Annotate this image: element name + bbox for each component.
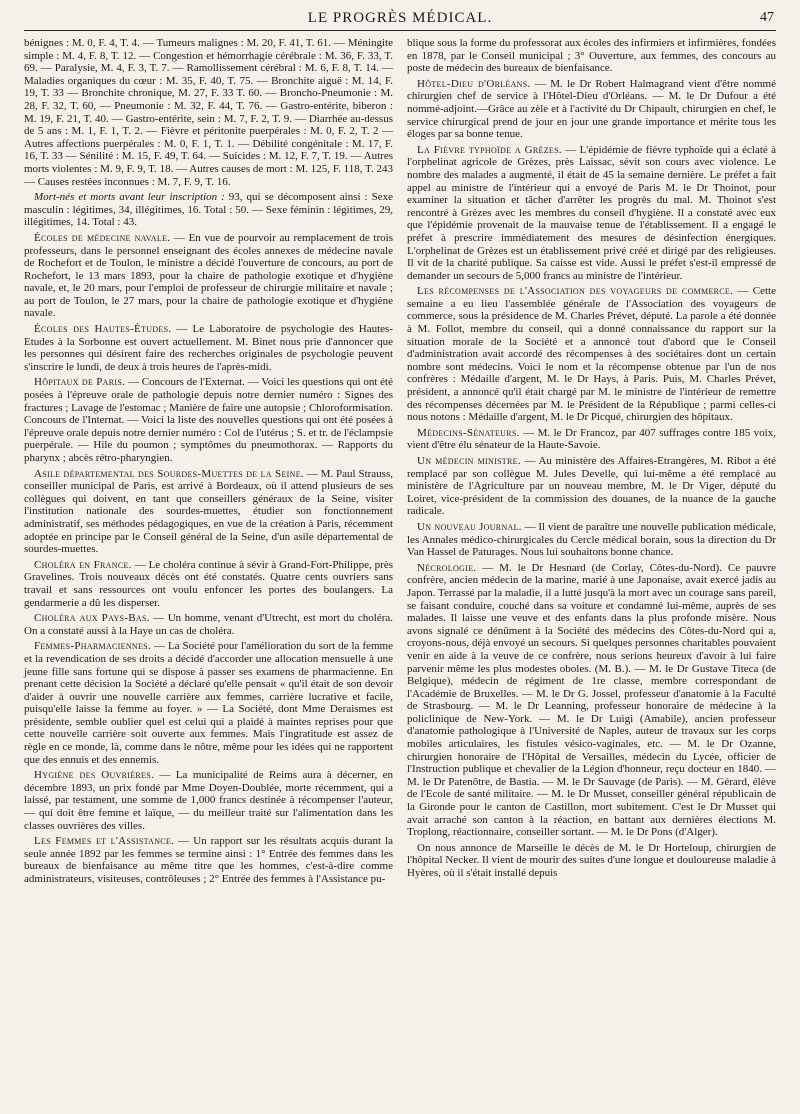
page-header	[24, 8, 776, 31]
article-paragraph	[407, 285, 776, 424]
article-text: 93, qui se décomposent ainsi : Sexe masculin : légitimes, 34, illégitimes, 16. Total : 50. — Sexe féminin : légitimes, 29, illégitimes, 14. Total : 43.	[24, 191, 393, 229]
article-text: — Il vient de paraître une nouvelle publication médicale, les Annales médico-chirurgicales du Cercle médical borain, sous la direction du Dr Van Hassel de Paturages. Nous lui souhaitons bonne chance.	[407, 520, 776, 559]
page-number: 47	[760, 10, 774, 25]
article-paragraph	[24, 835, 393, 885]
article-heading: Choléra aux Pays-Bas.	[34, 612, 150, 625]
article-heading: Un médecin ministre.	[417, 455, 521, 467]
article-text: — Un rapport sur les résultats acquis durant la seule année 1892 par les femmes se termine ainsi : 1° Entrée des femmes dans les bureaux de bienfaisance au même titre que les hommes, c'est-à-dire comme administrateurs, visiteuses, contrôleuses ; 2° Entrée des femmes à l'Assistance pu-	[24, 835, 394, 885]
text-columns	[24, 37, 776, 889]
article-text: — M. le Dr Robert Halmagrand vient d'être nommé chirurgien chef de service à l'Hôtel-Dieu d'Orléans. — M. le Dr Dufour a été nommé-adjoint.—Grâce au zèle et à l'activité du Dr Chipault, chirurgien en chef, le service chirurgical prend de jour en jour une grande importance et mérite tous les éloges par sa bonne tenue.	[407, 77, 776, 141]
article-paragraph	[24, 37, 393, 188]
article-text: — M. Paul Strauss, conseiller municipal de Paris, est arrivé à Bordeaux, où il attend plusieurs de ses collègues qui doivent, en tant que conseillers généraux de la Seine, visiter l'institution nationale des sourdes-muettes, étudier son fonctionnement administratif, ses méthodes pédagogiques, en vue de la création à Paris, récemment adoptée en principe par le Conseil général de la Seine, d'un asile départemental de sourdes-muettes.	[24, 467, 393, 556]
article-paragraph	[24, 323, 393, 373]
article-text: blique sous la forme du professorat aux écoles des infirmiers et infirmières, fondées en 1878, par le Conseil municipal ; 3° Ouverture, aux femmes, des concours au poste de médecin des bureaux de bienfaisance.	[407, 37, 776, 75]
article-paragraph	[24, 559, 393, 609]
article-heading: Écoles de médecine navale.	[34, 231, 171, 244]
article-heading: Nécrologie.	[417, 561, 477, 574]
article-paragraph	[407, 455, 776, 518]
article-paragraph	[407, 842, 776, 880]
article-paragraph	[24, 468, 393, 556]
article-text: On nous annonce de Marseille le décès de M. le Dr Horteloup, chirurgien de l'hôpital Necker. Il vient de mourir des suites d'une longue et douloureuse maladie à Hyères, où il s'était installé depuis	[407, 841, 776, 879]
article-paragraph	[407, 521, 776, 559]
article-heading: Écoles des Hautes-Études.	[34, 323, 172, 336]
article-heading: Hôpitaux de Paris.	[34, 376, 126, 389]
article-text: — Au ministère des Affaires-Etrangères, M. Ribot a été remplacé par son collègue M. Jules Develle, qui lui-même a été remplacé au ministère de l'Agriculture par un nouveau membre, M. le Dr Viger, député du Loiret, vice-président de la commission des douanes, de la nuance de la gauche radicale.	[407, 455, 776, 518]
article-heading: Un nouveau Journal.	[417, 520, 522, 533]
right-column	[407, 37, 776, 889]
article-heading: Hôtel-Dieu d'Orléans.	[417, 77, 531, 90]
article-paragraph	[407, 562, 776, 839]
article-heading: Hygiène des Ouvrières.	[34, 769, 155, 782]
article-text: — Un homme, venant d'Utrecht, est mort du choléra. On a constaté aussi à la Haye un cas de choléra.	[24, 612, 393, 637]
article-text: — Le Laboratoire de psychologie des Hautes-Etudes à la Sorbonne est ouvert actuellement. M. Binet nous prie d'annoncer que les personnes qui désirent faire des recherches originales de psychologie peuvent s'inscrire le lundi, de deux à trois heures de l'après-midi.	[24, 323, 393, 373]
article-heading: Choléra en France.	[34, 558, 132, 571]
article-heading: La Fièvre typhoïde a Grèzes.	[417, 143, 562, 156]
journal-title: LE PROGRÈS MÉDICAL.	[307, 10, 493, 26]
article-paragraph	[24, 191, 393, 229]
article-text: — Concours de l'Externat. — Voici les questions qui ont été posées à l'épreuve orale de pathologie depuis notre dernier numéro : Signes des fractures ; Lavage de l'estomac ; Manière de faire une autopsie ; Chloroformisation. Concours de l'Internat. — Voici la liste des nouvelles questions qui ont été posées à l'épreuve orale depuis notre dernier numéro : Col de l'utérus ; S. et tr. de l'éclampsie puerpérale. — Hile du poumon ; symptômes du pneumothorax. — Rapports du pharynx ; abcès rétro-pharyngien.	[24, 376, 393, 464]
article-paragraph	[24, 640, 393, 766]
article-text: — Le choléra continue à sévir à Grand-Fort-Philippe, près Gravelines. Trois nouveaux décès ont été constatés. Quatre cents ouvriers sans travail et sans ressources ont voulu enfoncer les portes des boulangers. La gendarmerie a dû les disperser.	[24, 558, 394, 609]
article-heading: Médecins-Sénateurs.	[417, 426, 520, 439]
article-paragraph	[407, 78, 776, 141]
article-text: — La municipalité de Reims aura à décerner, en décembre 1893, un prix fondé par Mme Doyen-Doublée, morte récemment, qui a laissé, par testament, une somme de 1,000 francs destinée à récompenser l'auteur, — qui doit être femme et laïque, — du meilleur traité sur l'alimentation dans les classes ouvrières des villes.	[24, 769, 394, 832]
article-paragraph	[24, 376, 393, 464]
article-heading: Femmes-Pharmaciennes.	[34, 640, 151, 653]
article-text: — Cette semaine a eu lieu l'assemblée générale de l'Association des voyageurs de commerce, sous la présidence de M. Charles Prévet, député. La parole a été donnée à M. Follot, membre du conseil, qui a donné connaissance du rapport sur la situation morale de la Société et a annoncé tout d'abord que le Conseil d'administration avait accordé des récompenses à des sociétaires dont un certain nombre sont médecins. Voici le nom et la récompense obtenue par l'un de nos confrères : Médaille d'argent, M. le Dr Hays, à Paris. Puis, M. Charles Prévet, président, a annoncé qu'il était chargé par M. le ministre de l'intérieur de remettre des récompenses décernées par M. le Président de la République ; parmi celles-ci nous notons : Médaille d'argent, M. le Dr Picqué, chirurgien des hôpitaux.	[407, 285, 777, 424]
article-paragraph	[24, 232, 393, 320]
left-column	[24, 37, 393, 889]
article-text: — M. le Dr Francoz, par 407 suffrages contre 185 voix, vient d'être élu sénateur de la Haute-Savoie.	[407, 426, 776, 452]
article-heading: Les Femmes et l'Assistance.	[34, 835, 175, 848]
article-heading: Mort-nés et morts avant leur inscription :	[34, 191, 225, 204]
article-paragraph	[407, 427, 776, 452]
article-text: — La Société pour l'amélioration du sort de la femme et la revendication de ses droits a décidé d'accorder une allocation mensuelle à une jeune fille sans fortune qui se dispose à passer ses examens de pharmacienne. En prenant cette décision la Société a déclaré qu'elle pensait « qu'il était de son devoir d'aider à ouvrir une nouvelle carrière aux femmes, carrière lucrative et facile, puisqu'elle laisse la femme au foyer. » — La Société, dont Mme Deraismes est présidente, semble oublier quel est celui qui a plaidé à maintes reprises pour que cette nouvelle carrière soit ouverte aux femmes. Mais l'ingratitude est assez de règle en ce monde, là, comme dans le nôtre, même pour les idées qui ne rapportent que des ennuis et des ennemis.	[24, 640, 393, 766]
article-paragraph	[407, 37, 776, 75]
article-text: — M. le Dr Hesnard (de Corlay, Côtes-du-Nord). Ce pauvre confrère, ancien médecin de la marine, marié à une Japonaise, avait exercé jadis au Japon. Terrassé par la maladie, il a lutté jusqu'à la mort avec un courage sans pareil, se faisant conduire, couché dans sa voiture et condamné lui-même, auprès de ses malades. Il laisse une veuve et des enfants dans la plus profonde misère. Nous avons signalé ce dénûment à la Société des médecins des Côtes-du-Nord qui a, croyons-nous, déjà envoyé un secours. Si quelques personnes charitables pouvaient venir en aide à la veuve de ce confrère, nous serions heureux d'avoir à lui faire parvenir même les plus modestes oboles. (M. B.). — M. le Dr Gustave Titeca (de Belgique), médecin de régiment de 1re classe, membre correspondant de l'Académie de Bruxelles. — M. le Dr G. Jossel, professeur d'anatomie à la Faculté de Strasbourg. — M. le Dr Leanning, professeur honoraire de médecine à la policlinique de New-York. — M. le Dr Luigi (Amabile), ancien professeur d'anatomie pathologique à l'Université de Naples, auteur de travaux sur les corps mobiles articulaires, les fistules vésico-vaginales, etc. — M. le Dr Ozanne, chirurgien honoraire de l'Hôpital de Versailles, médecin du Lycée, officier de l'Instruction publique et chevalier de la Légion d'honneur, reçu docteur en 1840. — M. le Dr Patenôtre, de Bastia. — M. le Dr Sauvage (de Paris). — M. Gérard, élève de l'Ecole de santé militaire. — M. le Dr Musset, conseiller général républicain de la Gironde pour le canton de Castillon, mort subitement. C'est le Dr Musset qui avait arraché son canton à la réaction, en battant aux dernières élections M. Troplong, réactionnaire, conseiller sortant. — M. le Dr Pons (d'Alger).	[407, 561, 776, 839]
article-paragraph	[24, 612, 393, 637]
article-text: — En vue de pourvoir au remplacement de trois professeurs, dans le personnel enseignant des écoles annexes de médecine navale de Rochefort et de Toulon, le ministre a décidé l'ouverture de concours, au port de Rochefort, le 13 mars 1893, pour la chaire de pathologie exotique et d'hygiène navale, et, le 20 mars, pour l'emploi de professeur de chirurgie militaire et navale ; au port de Toulon, le 27 mars, pour la chaire de pathologie exotique et d'hygiène navale.	[24, 231, 393, 320]
article-text: — L'épidémie de fièvre typhoïde qui a éclaté à l'orphelinat agricole de Grèzes, près Laissac, sévit son cours avec violence. Le nombre des malades a augmenté, il était de 45 la semaine dernière. Le préfet a fait appel au ministre de l'intérieur qui a envoyé de Paris M. le Dr Thoinot, pour examiner la situation et tâcher d'arrêter les progrès du mal. M. Thoinot s'est rencontré à Grèzes avec les membres du conseil d'hygiène. Il a constaté avec eux que l'épidémie provenait de la mauvaise tenue de l'établissement. Il a engagé le préfet à prescrire immédiatement des mesures de désinfection énergiques. L'orphelinat de Grèzes est un établissement privé créé et dirigé par des religieuses. Il vit de la charité publique. Sa caisse est vide. Aussi le préfet s'est-il empressé de demander un secours de 5,000 francs au ministre de l'intérieur.	[407, 143, 776, 282]
article-heading: Les récompenses de l'Association des voyageurs de commerce.	[417, 285, 734, 298]
article-paragraph	[407, 144, 776, 283]
article-heading: Asile départemental des Sourdes-Muettes de la Seine.	[34, 467, 304, 480]
article-paragraph	[24, 769, 393, 832]
article-text: bénignes : M. 0, F. 4, T. 4. — Tumeurs malignes : M. 20, F. 41, T. 61. — Méningite simple : M. 4, F. 8, T. 12. — Congestion et hémorrhagie cérébrale : M. 36, F. 33, T. 69. — Paralysie, M. 4, F. 3, T. 7. — Ramollissement cérébral : M. 6, F. 8, T. 14. — Maladies organiques du cœur : M. 35, F. 40, T. 75. — Bronchite aiguë : M. 14, F. 19, T. 33 — Bronchite chronique, M. 27, F. 33 T. 60. — Broncho-Pneumonie : M. 28, F. 32, T. 60, — Pneumonie : M. 32, F. 44, T. 76. — Gastro-entérite, biberon : M. 19, F. 21, T. 40. — Gastro-entérite, sein : M. 7, F. 2, T. 9. — Diarrhée au-dessus de 5 ans : M. 1, F. 1, T. 2. — Fièvre et péritonite puerpérales : M. 0, F. 2, T. 2 — Autres affections puerpérales : M. 0, F. 1, T. 1. — Débilité congénitale : M. 17, F. 16, T. 33 — Sénilité : M. 15, F. 49, T. 64. — Suicides : M. 12, F. 7, T. 19. — Autres morts violentes : M. 9, F. 9, T. 18. — Autres causes de mort : M. 125, F. 118, T. 243 — Causes restées inconnues : M. 7, F. 9, T. 16.	[24, 37, 393, 188]
